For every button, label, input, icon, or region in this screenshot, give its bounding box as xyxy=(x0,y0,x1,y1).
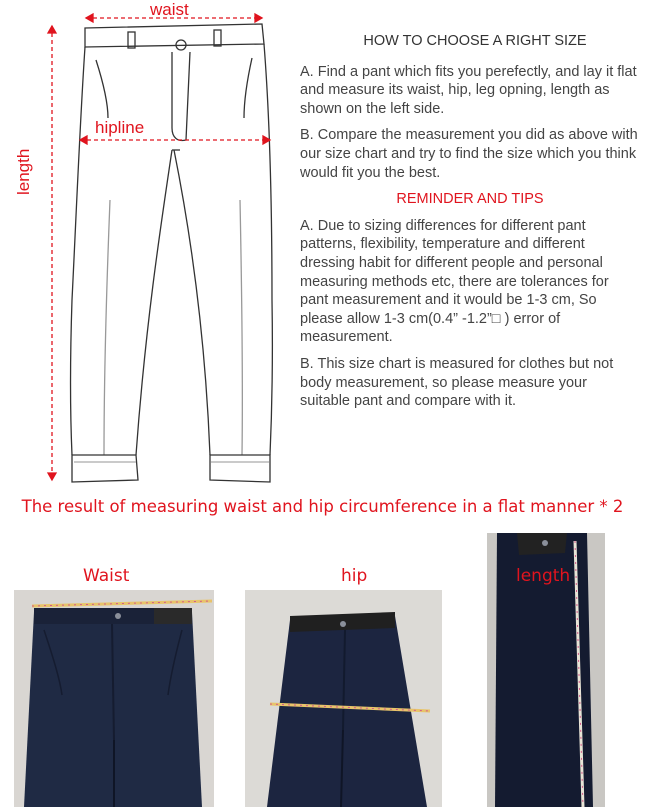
guide-title: HOW TO CHOOSE A RIGHT SIZE xyxy=(363,33,587,49)
measurement-banner: The result of measuring waist and hip circumference in a flat manner * 2 xyxy=(21,497,624,516)
hip-photo-label: hip xyxy=(341,566,368,586)
trouser-diagram xyxy=(0,0,300,495)
waist-label: waist xyxy=(150,0,189,19)
waist-photo xyxy=(14,590,214,807)
guide-step-a: A. Find a pant which fits you perefectly, and lay it flat and measure its waist, hip, leg opning, length as shown on the left side. xyxy=(300,63,637,117)
length-photo-label: length xyxy=(516,566,571,586)
hipline-label: hipline xyxy=(95,118,145,137)
size-guide xyxy=(300,30,640,419)
tip-a: A. Due to sizing differences for different pant patterns, flexibility, temperature and different dressing habit for different people and personal measuring methods etc, there are tolerances for pant measurement and it would be 1-3 cm, So please allow 1-3 cm(0.4” -1.2”□ ) error of measurement. xyxy=(300,217,609,346)
hip-photo xyxy=(245,590,442,807)
tips-title: REMINDER AND TIPS xyxy=(396,191,544,208)
waist-photo-label: Waist xyxy=(83,566,130,586)
length-label: length xyxy=(14,148,33,195)
guide-step-b: B. Compare the measurement you did as above with our size chart and try to find the size which you think would fit you the best. xyxy=(300,127,638,181)
tip-b: B. This size chart is measured for clothes but not body measurement, so please measure your suitable pant and compare with it. xyxy=(300,355,614,410)
